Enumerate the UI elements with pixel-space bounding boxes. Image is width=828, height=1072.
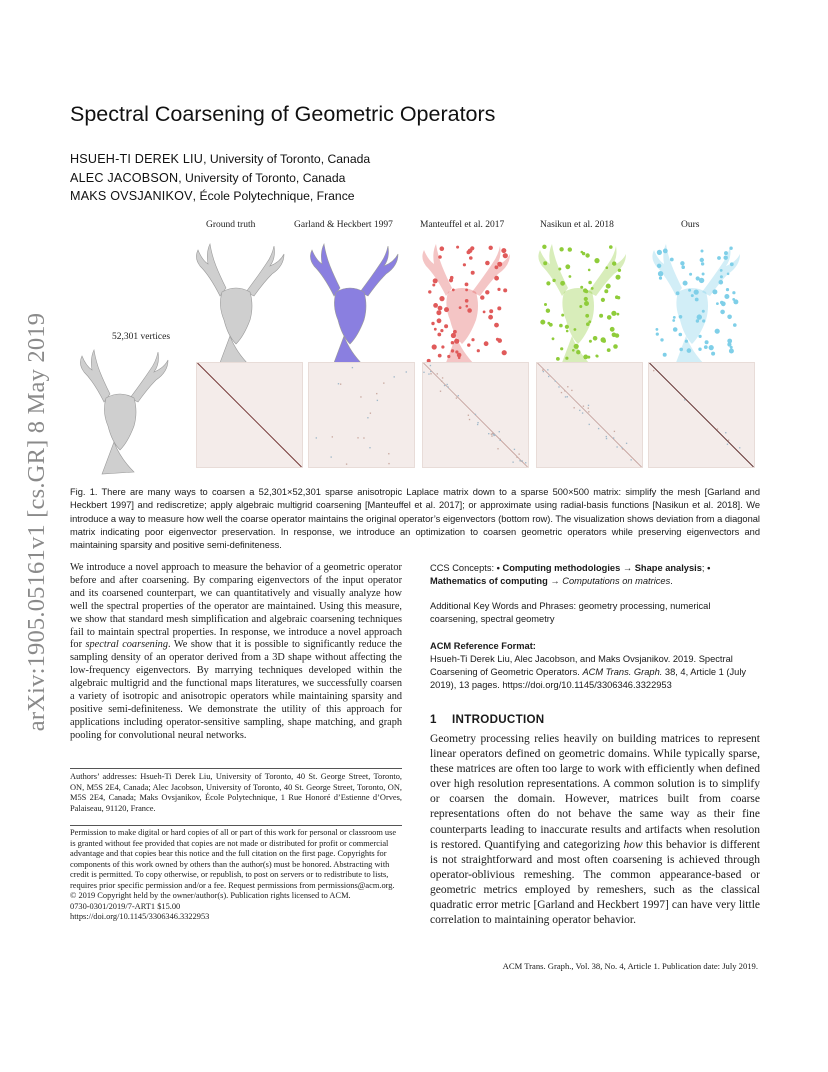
divider <box>70 825 402 826</box>
divider <box>70 768 402 769</box>
section-title: INTRODUCTION <box>452 713 545 726</box>
ccs-arrow: → <box>547 576 563 586</box>
column-label-ours: Ours <box>681 220 700 230</box>
introduction-text <box>430 732 760 928</box>
ccs-label: CCS Concepts: <box>430 563 497 573</box>
author-line <box>70 150 370 169</box>
ccs-concepts <box>430 562 760 588</box>
paper-title: Spectral Coarsening of Geometric Operators <box>70 102 496 126</box>
deer-mesh-render <box>180 236 292 376</box>
intro-emphasis: how <box>623 838 643 851</box>
deer-mesh-render <box>636 236 748 376</box>
author-affiliation: , École Polytechnique, France <box>192 189 355 203</box>
column-label-ground-truth: Ground truth <box>206 220 256 230</box>
reference-journal: ACM Trans. Graph. <box>582 667 663 677</box>
ccs-subconcept: Computations on matrices <box>562 576 671 586</box>
ccs-separator: ; <box>701 563 708 573</box>
abstract-emphasis: spectral coarsening <box>85 639 168 651</box>
eigenvector-matrix-plot <box>422 362 529 468</box>
abstract-text: . We show that it is possible to significantly reduce the sampling density of an operator derived from a 3D shape without affecting the low-frequency eigenvectors. By marrying techniques developed within the algebraic multigrid and the functional maps literatures, we successfully coarsen a variety of isotropic and anisotropic operators while maintaining sparsity and positive semi-definiteness. We demonstrate the utility of this approach for applications including operator-sensitive sampling, shape matching, and graph pooling for convolutional neural networks. <box>70 639 402 741</box>
deer-mesh-render <box>294 236 406 376</box>
ccs-arrow: → <box>620 563 635 573</box>
ccs-concept: • Mathematics of computing <box>430 563 711 586</box>
acm-reference-text <box>430 653 760 692</box>
acm-reference <box>430 640 760 692</box>
deer-mesh-render <box>406 236 518 376</box>
author-name: ALEC JACOBSON <box>70 170 179 185</box>
reference-text: Hsueh-Ti Derek Liu, Alec Jacobson, and Maks Ovsjanikov. 2019. Spectral Coarsening of Geometric Operators. <box>430 654 733 677</box>
column-label-garland: Garland & Heckbert 1997 <box>294 220 393 230</box>
section-heading <box>430 713 544 726</box>
eigenvector-matrix-plot <box>196 362 303 468</box>
section-number: 1 <box>430 713 437 726</box>
eigenvector-matrix-plot <box>536 362 643 468</box>
intro-text: Geometry processing relies heavily on building matrices to represent linear operators defined on geometric domains. While typically sparse, these matrices are often too large to work with efficiently when defined over high resolution representations. A common solution is to simplify or coarsen the domain. However, matrices built from coarse representations often do not behave the same way as their fine counterparts leading to inaccurate results and artifacts when resolution is restored. Quantifying and categorizing <box>430 733 760 851</box>
ccs-concept: • Computing methodologies <box>496 563 621 573</box>
figure-caption: Fig. 1. There are many ways to coarsen a 52,301×52,301 sparse anisotropic Laplace matrix down to a sparse 500×500 matrix: simplify the mesh [Garland and Heckbert 1997] and rediscretize; apply algebraic multigrid coarsening [Manteuffel et al. 2017]; or approximate using radial-basis functions [Nasikun et al. 2018]. We introduce a way to measure how well the coarse operator maintains the original operator’s eigenvectors (bottom row). The visualization shows deviation from a diagonal matrix indicating poor eigenvector preservation. In response, we introduce an optimization to coarsen geometric operators while preserving eigenvectors and maintaining sparsity and positive semi-definiteness. <box>70 487 760 551</box>
permission-notice <box>70 828 402 923</box>
author-line <box>70 187 370 206</box>
permission-text: Permission to make digital or hard copies of all or part of this work for personal or classroom use is granted without fee provided that copies are not made or distributed for profit or commercial advantage and that copies bear this notice and the full citation on the first page. Copyrights for components of this work owned by others than the author(s) must be honored. Abstracting with credit is permitted. To copy otherwise, or republish, to post on servers or to redistribute to lists, requires prior specific permission and/or a fee. Request permissions from permissions@acm.org. <box>70 828 397 890</box>
reference-text: 38, 4, Article 1 (July 2019), 13 pages. https://doi.org/10.1145/3306346.3322953 <box>430 667 747 690</box>
ccs-end: . <box>670 576 673 586</box>
ccs-subconcept: Shape analysis <box>634 563 702 573</box>
keywords: Additional Key Words and Phrases: geometry processing, numerical coarsening, spectral geometry <box>430 601 711 624</box>
vertex-count-label: 52,301 vertices <box>112 332 171 342</box>
abstract-text: We introduce a novel approach to measure the behavior of a geometric operator before and after coarsening. By comparing eigenvectors of the input operator and its coarsened counterpart, we can quantitatively and visually analyze how well the spectral properties of the operator are maintained. Using this measure, we show that standard mesh simplification and algebraic coarsening techniques fail to maintain spectral properties. In response, we introduce a novel approach for <box>70 562 402 651</box>
doi-link[interactable]: https://doi.org/10.1145/3306346.3322953 <box>70 912 210 921</box>
abstract <box>70 562 402 743</box>
eigenvector-matrix-plot <box>648 362 755 468</box>
arxiv-identifier: arXiv:1905.05161v1 [cs.GR] 8 May 2019 <box>23 312 50 732</box>
author-name: MAKS OVSJANIKOV <box>70 189 193 203</box>
author-addresses: Authors’ addresses: Hsueh-Ti Derek Liu, University of Toronto, 40 St. George Street, Toronto, ON, M5S 2E4, Canada; Alec Jacobson, University of Toronto, 40 St. George Street, Toronto, ON, M5S 2E4, Canada; Maks Ovsjanikov, École Polytechnique, 1 Rue Honoré d’Estienne d’Orves, Palaiseau, 91120, France. <box>70 772 402 813</box>
column-label-manteuffel: Manteuffel et al. 2017 <box>420 220 505 230</box>
ground-truth-deer-render <box>64 342 176 482</box>
eigenvector-matrix-plot <box>308 362 415 468</box>
deer-mesh-render <box>522 236 634 376</box>
author-line <box>70 169 370 188</box>
column-label-nasikun: Nasikun et al. 2018 <box>540 220 614 230</box>
arxiv-sidebar <box>22 282 52 762</box>
acm-reference-heading: ACM Reference Format: <box>430 641 536 651</box>
author-affiliation: , University of Toronto, Canada <box>203 152 371 166</box>
author-list <box>70 150 370 206</box>
issn-line: 0730-0301/2019/7-ART1 $15.00 <box>70 901 181 911</box>
page-footer: ACM Trans. Graph., Vol. 38, No. 4, Article 1. Publication date: July 2019. <box>502 961 758 971</box>
intro-text: this behavior is different is not straightforward and most often coarsening is achieved through operator-oblivious remeshing. The common appearance-based or geometric metrics employed by remeshers, such as the classical quadratic error metric [Garland and Heckbert 1997] can have very little correlation to maintaining operator behavior. <box>430 838 761 927</box>
copyright-line: © 2019 Copyright held by the owner/author(s). Publication rights licensed to ACM. <box>70 891 351 900</box>
teaser-figure <box>70 214 760 476</box>
author-affiliation: , University of Toronto, Canada <box>178 170 346 185</box>
author-name: HSUEH-TI DEREK LIU <box>70 152 204 166</box>
